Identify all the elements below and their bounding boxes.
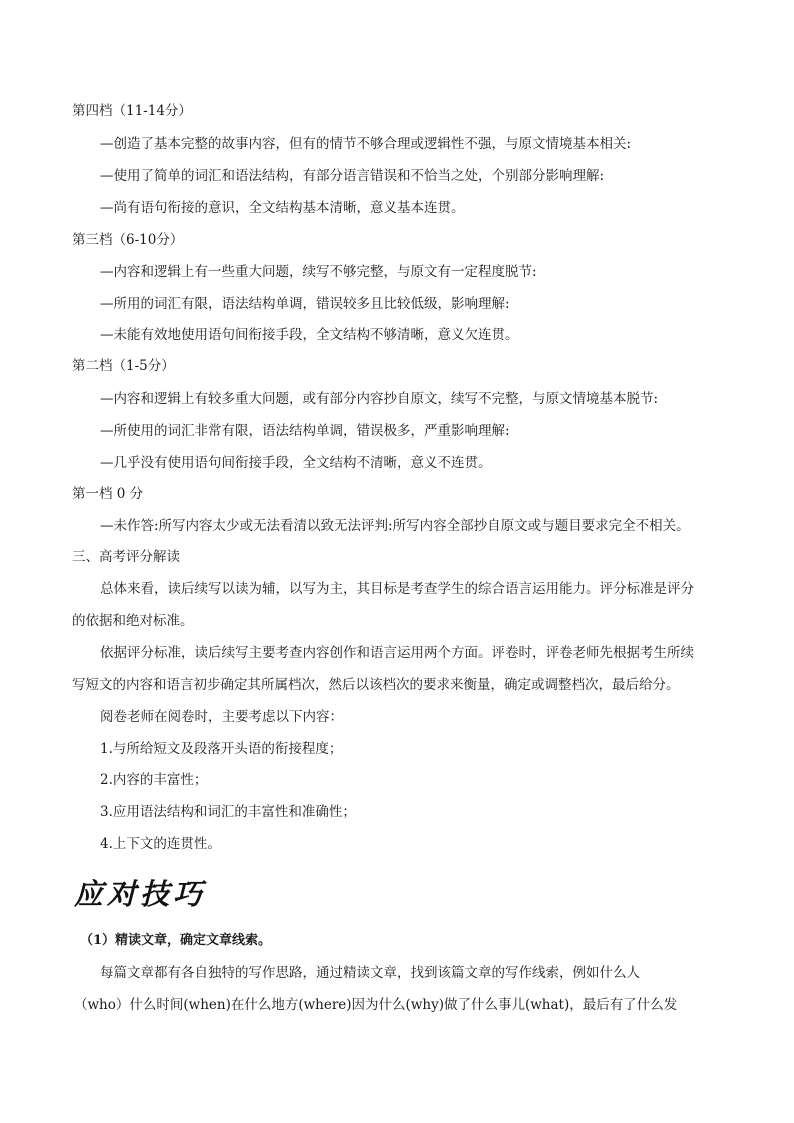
section3-para1-line2: 的依据和绝对标准。 — [72, 613, 194, 629]
level3-title: 第三档（6-10分） — [72, 232, 184, 248]
level2-item-1: —内容和逻辑上有较多重大问题，或有部分内容抄自原文，续写不完整，与原文情境基本脱节: — [100, 391, 659, 407]
level4-item-2: —使用了简单的词汇和语法结构，有部分语言错误和不恰当之处，个别部分影响理解: — [100, 168, 605, 184]
level4-item-1: —创造了基本完整的故事内容，但有的情节不够合理或逻辑性不强，与原文情境基本相关: — [100, 136, 632, 152]
criteria-item-3: 3.应用语法结构和词汇的丰富性和准确性； — [100, 804, 356, 820]
level2-title: 第二档（1-5分） — [72, 358, 175, 374]
level2-item-2: —所使用的词汇非常有限，语法结构单调，错误极多，严重影响理解: — [100, 423, 510, 439]
level4-item-3: —尚有语句衔接的意识，全文结构基本清晰，意义基本连贯。 — [100, 200, 465, 216]
tips-para-line2: （who）什么时间(when)在什么地方(where)因为什么(why)做了什么事儿(what)，最后有了什么发 — [74, 997, 678, 1013]
section3-title: 三、高考评分解读 — [72, 549, 180, 565]
section3-para2-line1: 依据评分标准，读后续写主要考查内容创作和语言运用两个方面。评卷时，评卷老师先根据考生所续 — [100, 645, 694, 661]
level2-item-3: —几乎没有使用语句间衔接手段，全文结构不清晰，意义不连贯。 — [100, 455, 492, 471]
criteria-item-1: 1.与所给短文及段落开头语的衔接程度； — [100, 741, 343, 757]
level1-item-1: —未作答:所写内容太少或无法看清以致无法评判:所写内容全部抄自原文或与题目要求完全不相关。 — [100, 518, 690, 534]
level3-item-1: —内容和逻辑上有一些重大问题，续写不够完整，与原文有一定程度脱节: — [100, 264, 537, 280]
level1-title: 第一档 0 分 — [72, 486, 144, 502]
criteria-item-4: 4.上下文的连贯性。 — [100, 836, 221, 852]
section3-para3: 阅卷老师在阅卷时，主要考虑以下内容： — [100, 709, 343, 725]
level3-item-3: —未能有效地使用语句间衔接手段，全文结构不够清晰，意义欠连贯。 — [100, 327, 519, 343]
level4-title: 第四档（11-14分） — [72, 103, 192, 119]
tips-subheading-1: （1）精读文章，确定文章线索。 — [80, 933, 272, 948]
criteria-item-2: 2.内容的丰富性； — [100, 772, 208, 788]
section3-para1-line1: 总体来看，读后续写以读为辅，以写为主，其目标是考查学生的综合语言运用能力。评分标准是评分 — [100, 581, 694, 597]
level3-item-2: —所用的词汇有限，语法结构单调，错误较多且比较低级，影响理解: — [100, 296, 510, 312]
tips-heading: 应对技巧 — [74, 877, 207, 911]
section3-para2-line2: 写短文的内容和语言初步确定其所属档次，然后以该档次的要求来衡量，确定或调整档次，最后给分。 — [72, 677, 680, 693]
tips-para-line1: 每篇文章都有各自独特的写作思路，通过精读文章，找到该篇文章的写作线索，例如什么人 — [100, 965, 640, 981]
